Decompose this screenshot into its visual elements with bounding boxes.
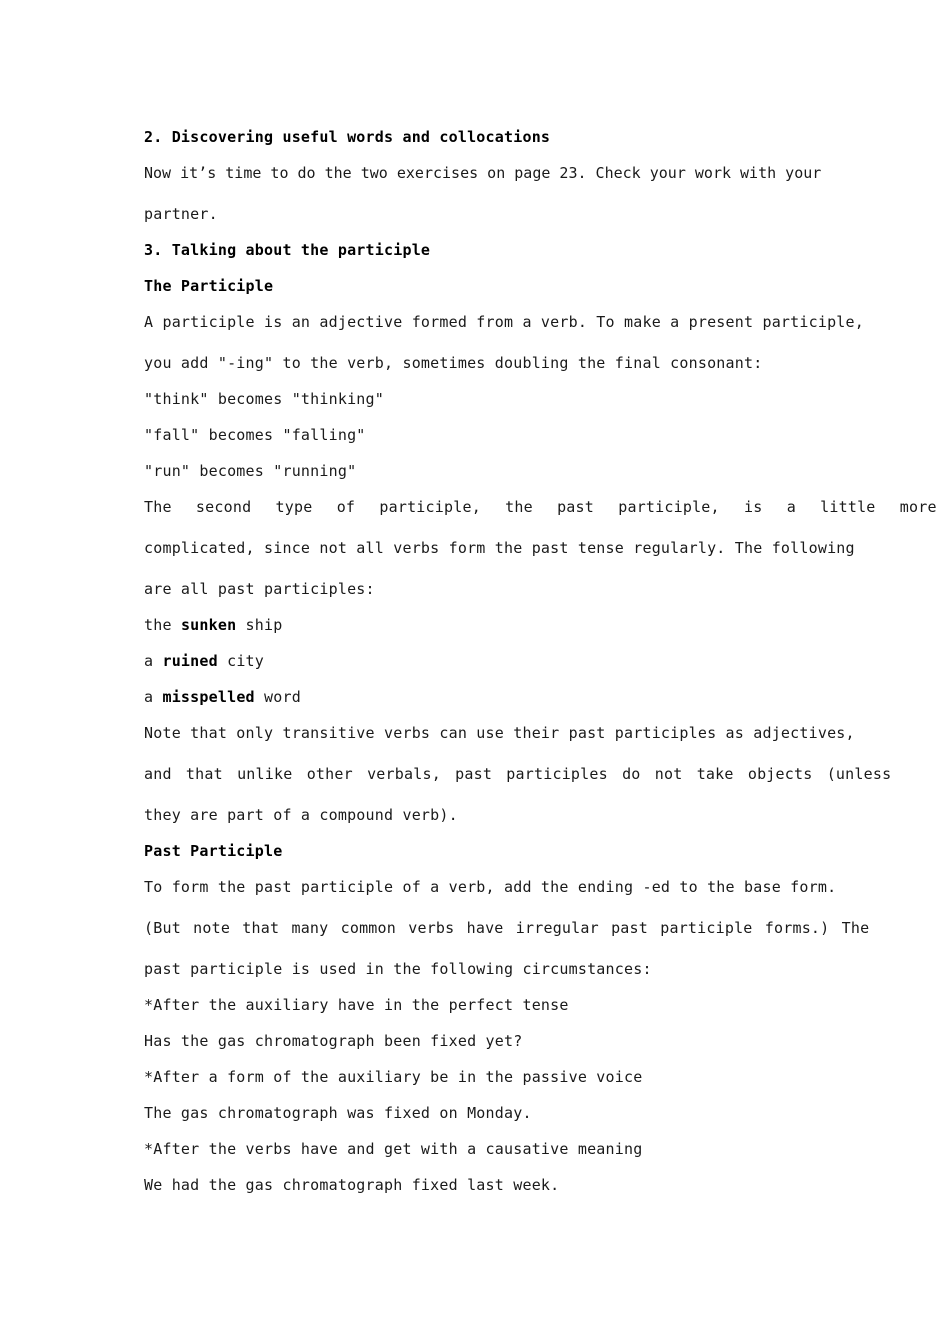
- use-rule-2: *After a form of the auxiliary be in the passive voice: [144, 1068, 643, 1086]
- past-intro-line-2: complicated, since not all verbs form the past tense regularly. The following: [144, 539, 855, 557]
- use-example-2: The gas chromatograph was fixed on Monday.: [144, 1104, 532, 1122]
- past-example-1: [144, 615, 282, 635]
- past-participle-heading: Past Participle: [144, 842, 283, 860]
- example-prefix: the: [144, 616, 181, 634]
- participle-intro-line-1: A participle is an adjective formed from a verb. To make a present participle,: [144, 313, 864, 331]
- use-rule-3: *After the verbs have and get with a causative meaning: [144, 1140, 643, 1158]
- section-2-heading: 2. Discovering useful words and collocations: [144, 128, 551, 146]
- example-suffix: word: [254, 688, 301, 706]
- use-example-3: We had the gas chromatograph fixed last week.: [144, 1176, 560, 1194]
- example-suffix: ship: [236, 616, 283, 634]
- past-participle-line-1: To form the past participle of a verb, add the ending -ed to the base form.: [144, 878, 837, 896]
- note-line-1: Note that only transitive verbs can use their past participles as adjectives,: [144, 724, 855, 742]
- participle-subheading: The Participle: [144, 277, 274, 295]
- past-intro-line-1: The second type of participle, the past participle, is a little more: [144, 498, 937, 516]
- past-participle-line-3: past participle is used in the following circumstances:: [144, 960, 652, 978]
- note-line-2: and that unlike other verbals, past participles do not take objects (unless: [144, 765, 892, 783]
- example-suffix: city: [217, 652, 265, 670]
- justified-text: Now it’s time to do the two exercises on page 23. Check your work with your: [144, 164, 822, 182]
- example-keyword: ruined: [162, 652, 218, 670]
- note-line-3: they are part of a compound verb).: [144, 806, 458, 824]
- participle-intro-line-2: you add "-ing" to the verb, sometimes doubling the final consonant:: [144, 354, 763, 372]
- past-intro-line-3: are all past participles:: [144, 580, 375, 598]
- present-example-2: "fall" becomes "falling": [144, 426, 366, 444]
- example-prefix: a: [144, 688, 163, 706]
- use-example-1: Has the gas chromatograph been fixed yet?: [144, 1032, 523, 1050]
- section-3-heading: 3. Talking about the participle: [144, 241, 431, 259]
- past-example-3: [144, 687, 301, 707]
- present-example-3: "run" becomes "running": [144, 462, 357, 480]
- use-rule-1: *After the auxiliary have in the perfect tense: [144, 996, 569, 1014]
- section-2-paragraph-line-1: [144, 163, 822, 183]
- example-prefix: a: [144, 652, 163, 670]
- present-example-1: "think" becomes "thinking": [144, 390, 384, 408]
- example-keyword: sunken: [180, 616, 237, 634]
- past-example-2: [144, 651, 264, 671]
- past-participle-line-2: (But note that many common verbs have irregular past participle forms.) The: [144, 919, 870, 937]
- section-2-paragraph-line-2: partner.: [144, 205, 218, 223]
- example-keyword: misspelled: [162, 688, 255, 706]
